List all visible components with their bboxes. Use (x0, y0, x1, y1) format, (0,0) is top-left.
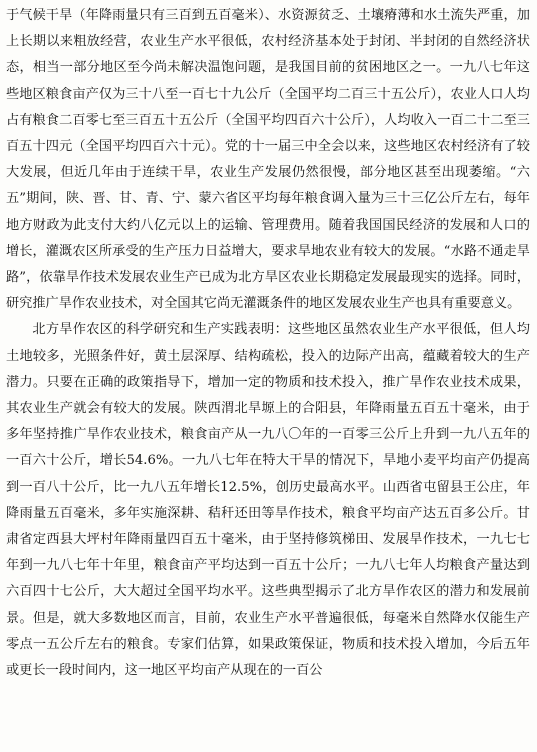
paragraph-1: 于气候干旱（年降雨量只有三百到五百毫米）、水资源贫乏、土壤瘠薄和水土流失严重，加上长期以来粗放经营，农业生产水平很低，农村经济基本处于封闭、半封闭的自然经济状态，相当一部分地区至今尚未解决温饱问题，是我国目前的贫困地区之一。一九八七年这些地区粮食亩产仅为三十八至一百七十九公斤（全国平均二百三十五公斤），农业人口人均占有粮食二百零七至三百五十五公斤（全国平均四百六十公斤），人均收入一百二十二至三百五十四元（全国平均四百六十元）。党的十一届三中全会以来，这些地区农村经济有了较大发展，但近几年由于连续干旱，农业生产发展仍然很慢，部分地区甚至出现萎缩。“六五”期间，陕、晋、甘、青、宁、蒙六省区平均每年粮食调入量为三十三亿公斤左右，每年地方财政为此支付大约八亿元以上的运输、管理费用。随着我国国民经济的发展和人口的增长，灌溉农区所承受的生产压力日益增大，要求旱地农业有较大的发展。“水路不通走旱路”，依靠旱作技术发展农业生产已成为北方旱区农业长期稳定发展最现实的选择。同时，研究推广旱作农业技术，对全国其它尚无灌溉条件的地区发展农业生产也具有重要意义。 (6, 8, 530, 312)
paragraph-2: 北方旱作农区的科学研究和生产实践表明：这些地区虽然农业生产水平很低，但人均土地较多，光照条件好，黄土层深厚、结构疏松，投入的边际产出高，蕴藏着较大的生产潜力。只要在正确的政策指导下，增加一定的物质和技术投入，推广旱作农业技术成果，其农业生产就会有较大的发展。陕西渭北旱塬上的合阳县，年降雨量五百五十毫米，由于多年坚持推广旱作农业技术，粮食亩产从一九八〇年的一百零三公斤上升到一九八五年的一百六十公斤，增长54.6%。一九八七年在特大干旱的情况下，旱地小麦平均亩产仍提高到一百八十公斤，比一九八五年增长12.5%，创历史最高水平。山西省屯留县王公庄，年降雨量五百毫米，多年实施深耕、秸秆还田等旱作技术，粮食平均亩产达五百多公斤。甘肃省定西县大坪村年降雨量四百五十毫米，由于坚持修筑梯田、发展旱作技术，一九七七年到一九八七年十年里，粮食亩产平均达到一百五十公斤；一九八七年人均粮食产量达到六百四十七公斤，大大超过全国平均水平。这些典型揭示了北方旱作农区的潜力和发展前景。但是，就大多数地区而言，目前，农业生产水平普遍很低，每毫米自然降水仅能生产零点一五公斤左右的粮食。专家们估算，如果政策保证，物质和技术投入增加，今后五年或更长一段时间内，这一地区平均亩产从现在的一百公 (6, 322, 530, 679)
body-text (6, 3, 530, 684)
